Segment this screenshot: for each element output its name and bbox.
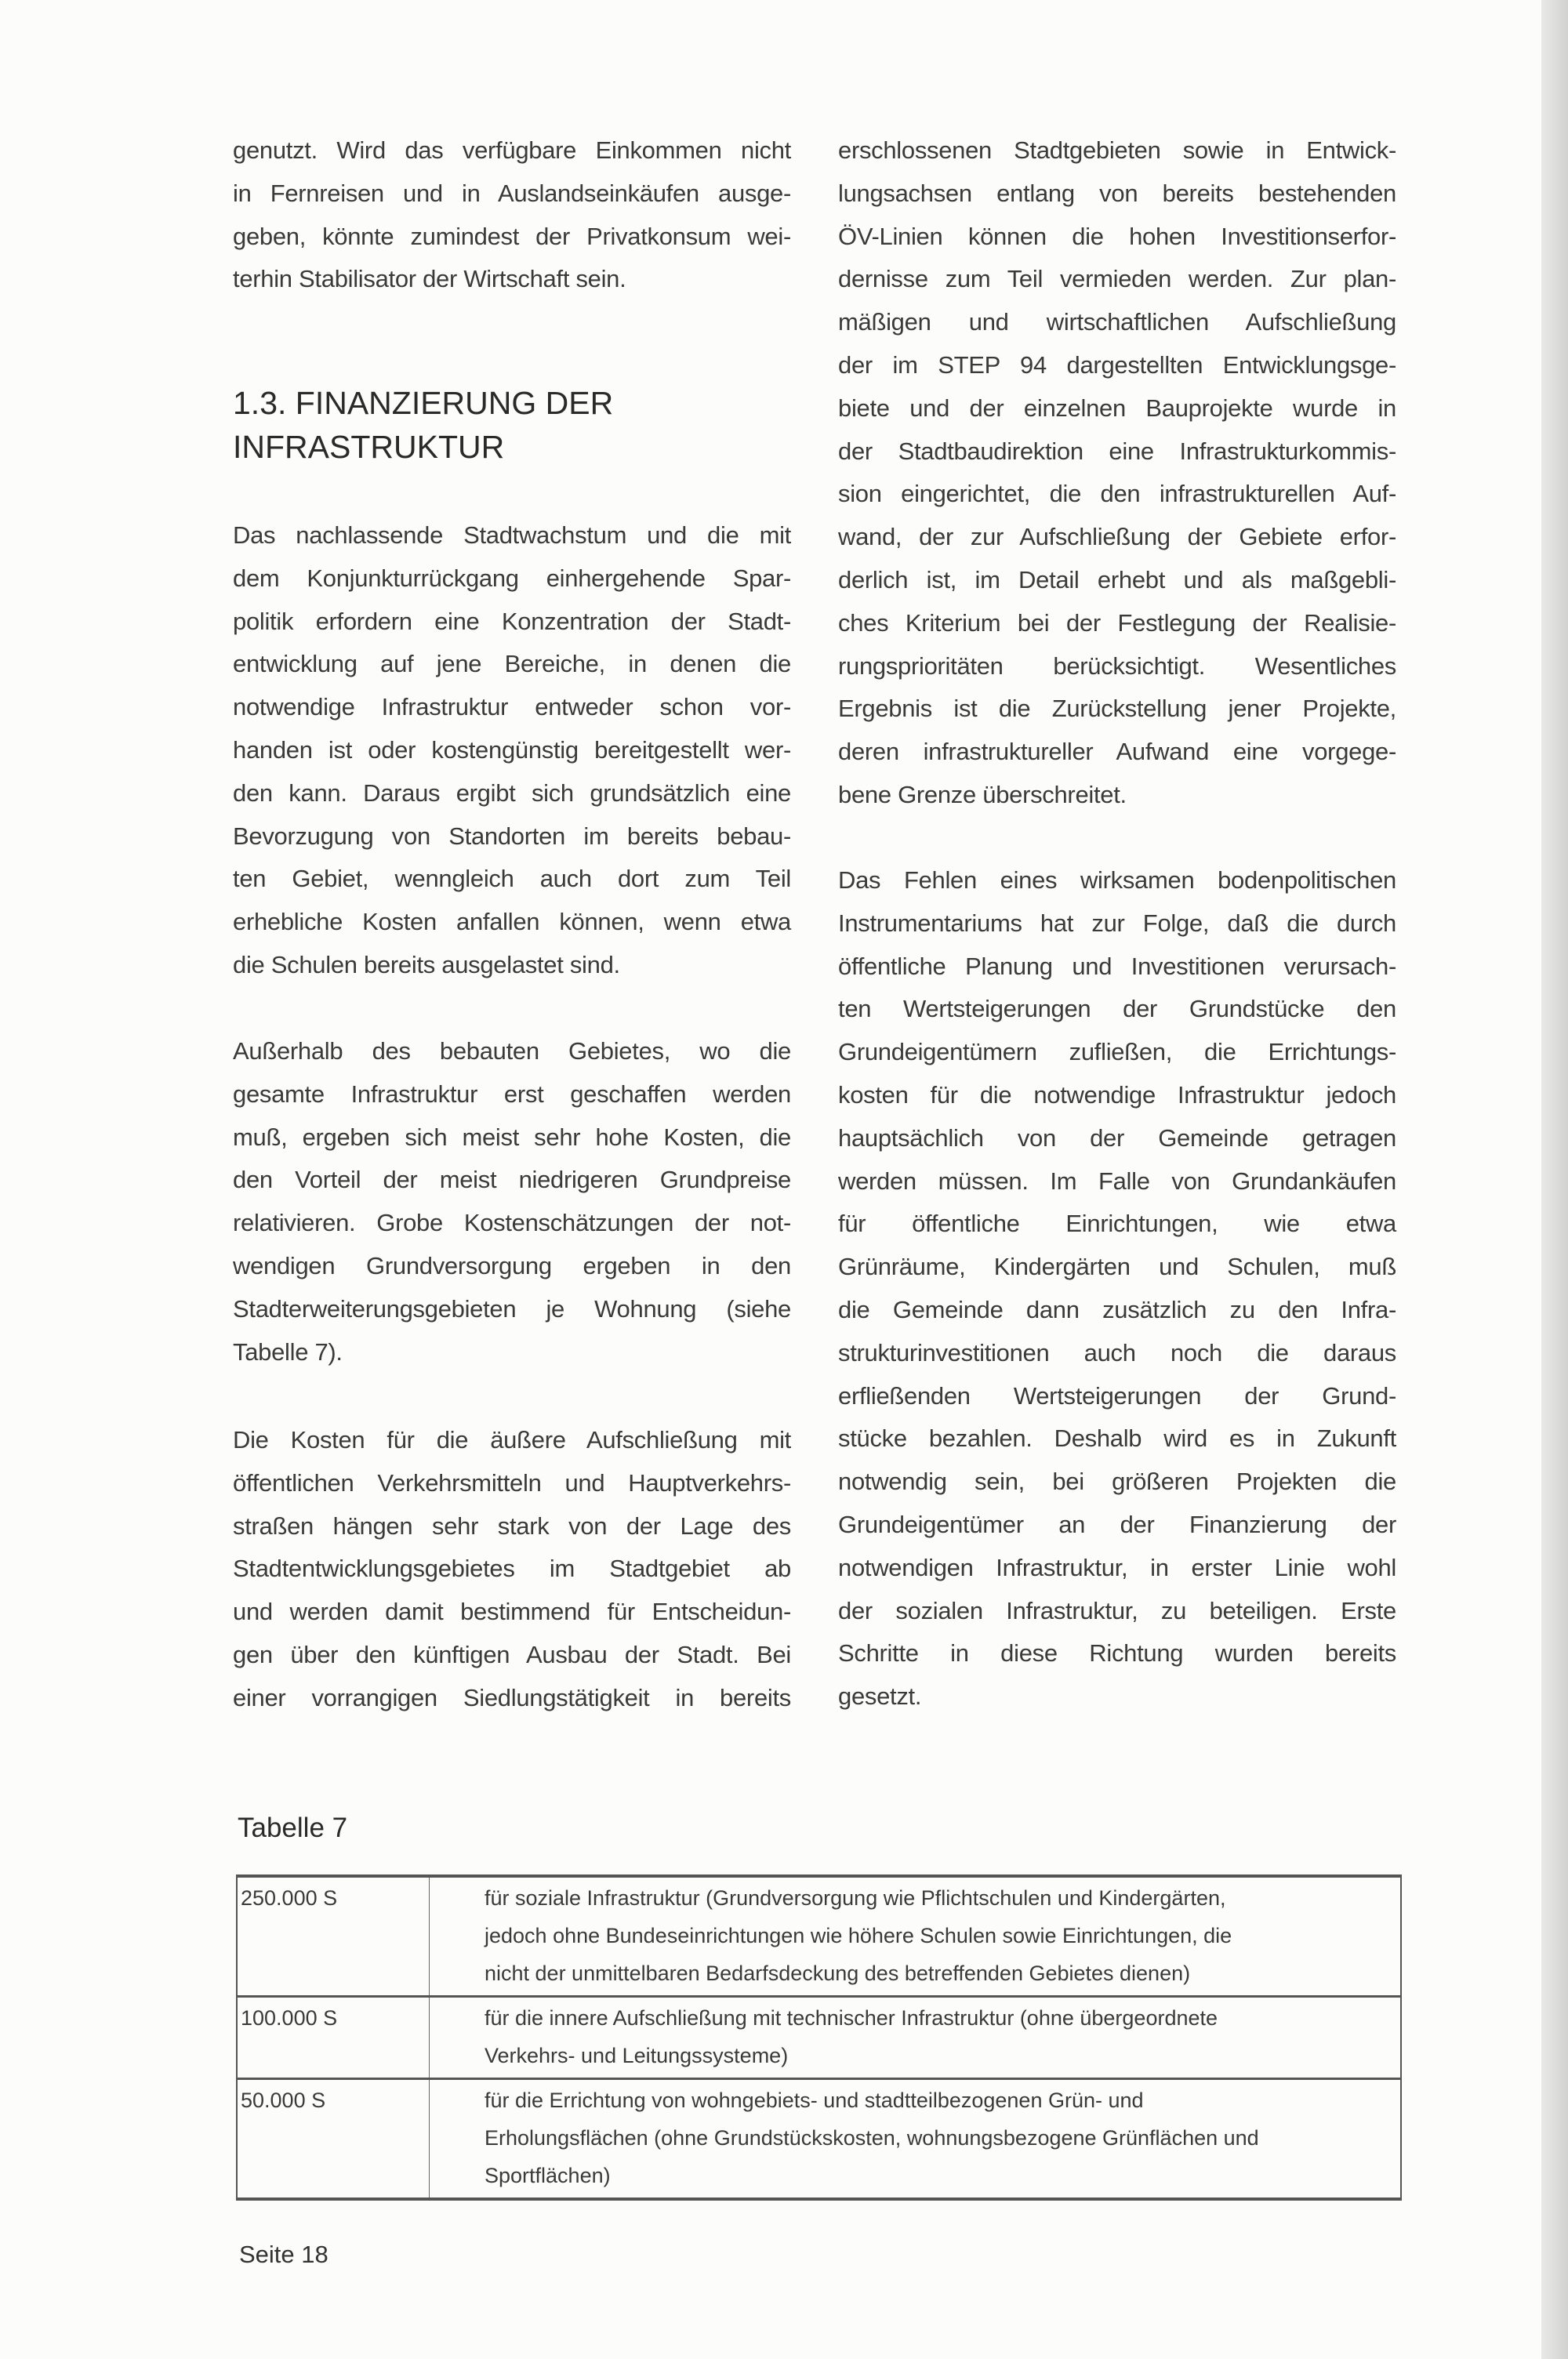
text-line: Grundeigentümer an der Finanzierung der <box>838 1510 1396 1538</box>
text-line: einer vorrangigen Siedlungstätigkeit in bereits <box>233 1683 791 1711</box>
text-line: der im STEP 94 dargestellten Entwicklungsge- <box>838 350 1396 379</box>
text-line: muß, ergeben sich meist sehr hohe Kosten, die <box>233 1123 791 1151</box>
text-line: mäßigen und wirtschaftlichen Aufschließung <box>838 308 1396 336</box>
text-line: straßen hängen sehr stark von der Lage des <box>233 1512 791 1540</box>
text-line: gesamte Infrastruktur erst geschaffen werden <box>233 1080 791 1108</box>
text-line: derlich ist, im Detail erhebt und als maßgebli- <box>838 565 1396 593</box>
text-line: gesetzt. <box>838 1682 922 1711</box>
description-line: Verkehrs- und Leitungssysteme) <box>485 2044 789 2067</box>
text-line: ÖV-Linien können die hohen Investitionserfor- <box>838 222 1396 250</box>
table-row <box>237 1997 1401 2079</box>
text-line: sion eingerichtet, die den infrastrukturellen Auf- <box>838 480 1396 508</box>
amount-cell: 50.000 S <box>237 2079 430 2200</box>
text-line: Tabelle 7). <box>233 1337 343 1366</box>
text-line: stücke bezahlen. Deshalb wird es in Zukunft <box>838 1424 1396 1453</box>
text-line: bene Grenze überschreitet. <box>838 780 1127 808</box>
text-line: entwicklung auf jene Bereiche, in denen die <box>233 650 791 678</box>
amount-cell: 100.000 S <box>237 1997 430 2079</box>
text-line: erschlossenen Stadtgebieten sowie in Entwick- <box>838 136 1396 164</box>
text-line: wand, der zur Aufschließung der Gebiete erfor- <box>838 523 1396 551</box>
text-line: für öffentliche Einrichtungen, wie etwa <box>838 1210 1396 1238</box>
text-line: Grundeigentümern zufließen, die Errichtungs- <box>838 1038 1396 1066</box>
text-line: werden müssen. Im Falle von Grundankäufen <box>838 1167 1396 1195</box>
text-line: notwendigen Infrastruktur, in erster Linie wohl <box>838 1553 1396 1581</box>
text-line: den Vorteil der meist niedrigeren Grundpreise <box>233 1166 791 1194</box>
text-line: Das Fehlen eines wirksamen bodenpolitischen <box>838 866 1396 894</box>
description-line: für die Errichtung von wohngebiets- und stadtteilbezogenen Grün- und <box>485 2089 1144 2112</box>
text-line: gen über den künftigen Ausbau der Stadt. Bei <box>233 1640 791 1668</box>
text-line: dernisse zum Teil vermieden werden. Zur plan- <box>838 265 1396 293</box>
table-row <box>237 2079 1401 2200</box>
text-line: ches Kriterium bei der Festlegung der Realisie- <box>838 608 1396 637</box>
heading-line: 1.3. FINANZIERUNG DER <box>233 385 614 421</box>
amount-cell: 250.000 S <box>237 1876 430 1997</box>
text-line: den kann. Daraus ergibt sich grundsätzlich eine <box>233 778 791 807</box>
section-heading <box>233 381 613 469</box>
text-line: notwendige Infrastruktur entweder schon vor- <box>233 693 791 721</box>
description-line: für soziale Infrastruktur (Grundversorgung wie Pflichtschulen und Kindergärten, <box>485 1886 1226 1910</box>
description-line: Erholungsflächen (ohne Grundstückskosten, wohnungsbezogene Grünflächen und <box>485 2126 1259 2150</box>
table-row <box>237 1876 1401 1997</box>
text-line: ten Gebiet, wenngleich auch dort zum Teil <box>233 865 791 893</box>
text-line: dem Konjunkturrückgang einhergehende Spar- <box>233 564 791 592</box>
text-line: geben, könnte zumindest der Privatkonsum wei- <box>233 222 791 250</box>
description-cell <box>430 2079 1402 2200</box>
text-line: terhin Stabilisator der Wirtschaft sein. <box>233 265 626 293</box>
right-paragraph-2 <box>838 859 1396 1718</box>
cost-table <box>236 1874 1402 2201</box>
description-line: nicht der unmittelbaren Bedarfsdeckung des betreffenden Gebietes dienen) <box>485 1962 1191 1985</box>
description-line: jedoch ohne Bundeseinrichtungen wie höhere Schulen sowie Einrichtungen, die <box>485 1924 1232 1947</box>
text-line: die Schulen bereits ausgelastet sind. <box>233 950 620 978</box>
text-line: Grünräume, Kindergärten und Schulen, muß <box>838 1253 1396 1281</box>
text-line: Stadterweiterungsgebieten je Wohnung (siehe <box>233 1294 791 1323</box>
text-line: öffentlichen Verkehrsmitteln und Hauptverkehrs- <box>233 1468 791 1497</box>
text-line: wendigen Grundversorgung ergeben in den <box>233 1251 791 1279</box>
scan-edge <box>1541 0 1568 2359</box>
right-paragraph-1 <box>838 129 1396 817</box>
text-line: lungsachsen entlang von bereits bestehenden <box>838 179 1396 207</box>
left-paragraph-3 <box>233 1030 791 1374</box>
text-line: biete und der einzelnen Bauprojekte wurde in <box>838 394 1396 422</box>
text-line: Schritte in diese Richtung wurden bereits <box>838 1639 1396 1668</box>
left-paragraph-1 <box>233 129 791 301</box>
text-line: Außerhalb des bebauten Gebietes, wo die <box>233 1037 791 1065</box>
text-line: erfließenden Wertsteigerungen der Grund- <box>838 1381 1396 1410</box>
page-number: Seite 18 <box>239 2241 328 2268</box>
text-line: in Fernreisen und in Auslandseinkäufen ausge- <box>233 179 791 207</box>
text-line: hauptsächlich von der Gemeinde getragen <box>838 1123 1396 1152</box>
text-line: Bevorzugung von Standorten im bereits bebau- <box>233 822 791 850</box>
description-cell <box>430 1876 1402 1997</box>
text-line: erhebliche Kosten anfallen können, wenn etwa <box>233 908 791 936</box>
text-line: Instrumentariums hat zur Folge, daß die durch <box>838 909 1396 937</box>
text-line: öffentliche Planung und Investitionen verursach- <box>838 952 1396 980</box>
left-paragraph-2 <box>233 514 791 987</box>
text-line: Die Kosten für die äußere Aufschließung mit <box>233 1426 791 1454</box>
text-line: rungsprioritäten berücksichtigt. Wesentliches <box>838 651 1396 680</box>
description-line: für die innere Aufschließung mit technischer Infrastruktur (ohne übergeordnete <box>485 2006 1218 2030</box>
text-line: genutzt. Wird das verfügbare Einkommen nicht <box>233 136 791 164</box>
heading-line: INFRASTRUKTUR <box>233 429 505 465</box>
table-label: Tabelle 7 <box>238 1813 348 1843</box>
text-line: Stadtentwicklungsgebietes im Stadtgebiet ab <box>233 1555 791 1583</box>
text-line: Das nachlassende Stadtwachstum und die mit <box>233 521 791 549</box>
text-line: notwendig sein, bei größeren Projekten die <box>838 1468 1396 1496</box>
description-cell <box>430 1997 1402 2079</box>
text-line: deren infrastruktureller Aufwand eine vorgege- <box>838 738 1396 766</box>
text-line: politik erfordern eine Konzentration der Stadt- <box>233 607 791 635</box>
text-line: der Stadtbaudirektion eine Infrastrukturkommis- <box>838 437 1396 465</box>
text-line: strukturinvestitionen auch noch die daraus <box>838 1338 1396 1366</box>
text-line: der sozialen Infrastruktur, zu beteiligen. Erste <box>838 1596 1396 1624</box>
text-line: Ergebnis ist die Zurückstellung jener Projekte, <box>838 695 1396 723</box>
text-line: kosten für die notwendige Infrastruktur jedoch <box>838 1080 1396 1109</box>
description-line: Sportflächen) <box>485 2164 611 2187</box>
text-line: relativieren. Grobe Kostenschätzungen der not- <box>233 1209 791 1237</box>
text-line: und werden damit bestimmend für Entscheidun- <box>233 1598 791 1626</box>
text-line: ten Wertsteigerungen der Grundstücke den <box>838 995 1396 1023</box>
left-paragraph-4 <box>233 1419 791 1720</box>
text-line: handen ist oder kostengünstig bereitgestellt wer- <box>233 735 791 764</box>
text-line: die Gemeinde dann zusätzlich zu den Infra- <box>838 1295 1396 1323</box>
